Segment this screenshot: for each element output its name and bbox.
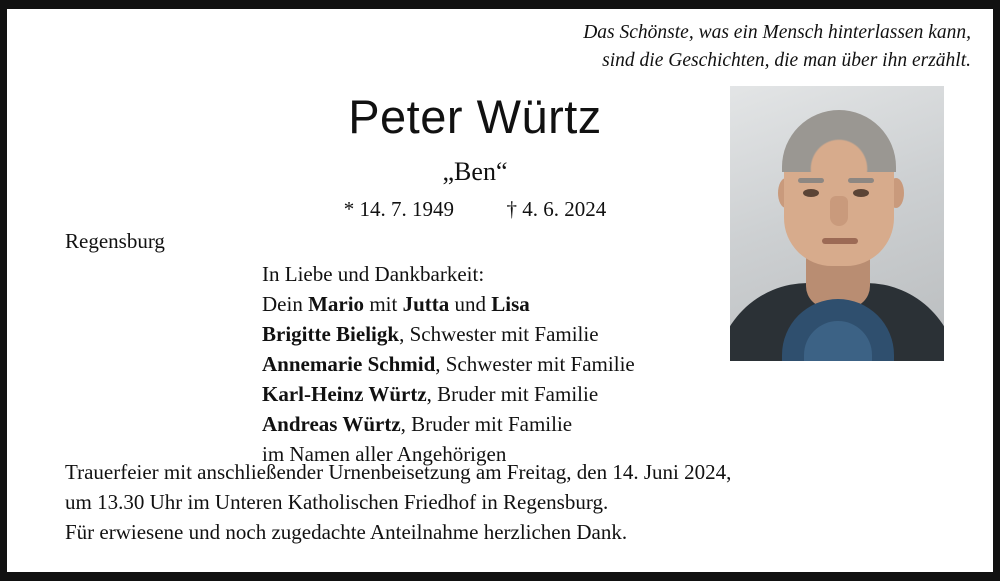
family-block [262, 259, 635, 469]
motto-line-1: Das Schönste, was ein Mensch hinterlassen kann, [583, 22, 971, 43]
portrait-eye-left [803, 189, 819, 197]
line-prefix: Dein [262, 292, 309, 317]
portrait-brow-left [798, 178, 824, 183]
portrait-eye-right [853, 189, 869, 197]
death-date: † 4. 6. 2024 [506, 197, 607, 221]
family-member-line [262, 379, 635, 409]
notice-inner [7, 9, 993, 572]
line-bold-3: Lisa [491, 292, 530, 317]
motto-quote [583, 19, 971, 74]
family-member-line [262, 349, 635, 379]
line-bold-1: Karl-Heinz Würtz [262, 382, 427, 407]
birth-date: * 14. 7. 1949 [343, 197, 454, 221]
portrait-nose [830, 196, 848, 226]
line-bold-2: Jutta [402, 292, 450, 317]
family-member-line [262, 289, 635, 319]
family-intro: In Liebe und Dankbarkeit: [262, 262, 485, 286]
thanks-text: Für erwiesene und noch zugedachte Anteilnahme herzlichen Dank. [65, 520, 628, 544]
line-mid-1: , Schwester mit Familie [399, 322, 599, 347]
portrait-mouth [822, 238, 858, 244]
portrait-brow-right [848, 178, 874, 183]
line-mid-1: , Schwester mit Familie [435, 352, 635, 377]
life-dates [255, 197, 695, 222]
ceremony-info [65, 457, 731, 518]
family-closing: im Namen aller Angehörigen [262, 442, 507, 467]
line-mid-1: , Bruder mit Familie [400, 412, 573, 437]
deceased-nickname: „Ben“ [442, 157, 508, 186]
line-bold-1: Mario [308, 292, 365, 317]
line-mid-1: mit [364, 292, 403, 317]
ceremony-line-1: Trauerfeier mit anschließender Urnenbeisetzung am Freitag, den 14. Juni 2024, [65, 460, 732, 484]
line-bold-1: Annemarie Schmid [262, 352, 436, 377]
motto-line-2: sind die Geschichten, die man über ihn erzählt. [602, 49, 971, 71]
line-mid-1: , Bruder mit Familie [426, 382, 599, 407]
ceremony-line-2: um 13.30 Uhr im Unteren Katholischen Friedhof in Regensburg. [65, 490, 609, 515]
portrait-photo [730, 86, 944, 361]
line-bold-1: Brigitte Bieligk [262, 322, 400, 347]
city-label: Regensburg [65, 229, 165, 253]
deceased-name: Peter Würtz [348, 90, 602, 143]
family-member-line [262, 409, 635, 439]
line-mid-2: und [449, 292, 492, 317]
family-member-line [262, 319, 635, 349]
line-bold-1: Andreas Würtz [262, 412, 401, 437]
